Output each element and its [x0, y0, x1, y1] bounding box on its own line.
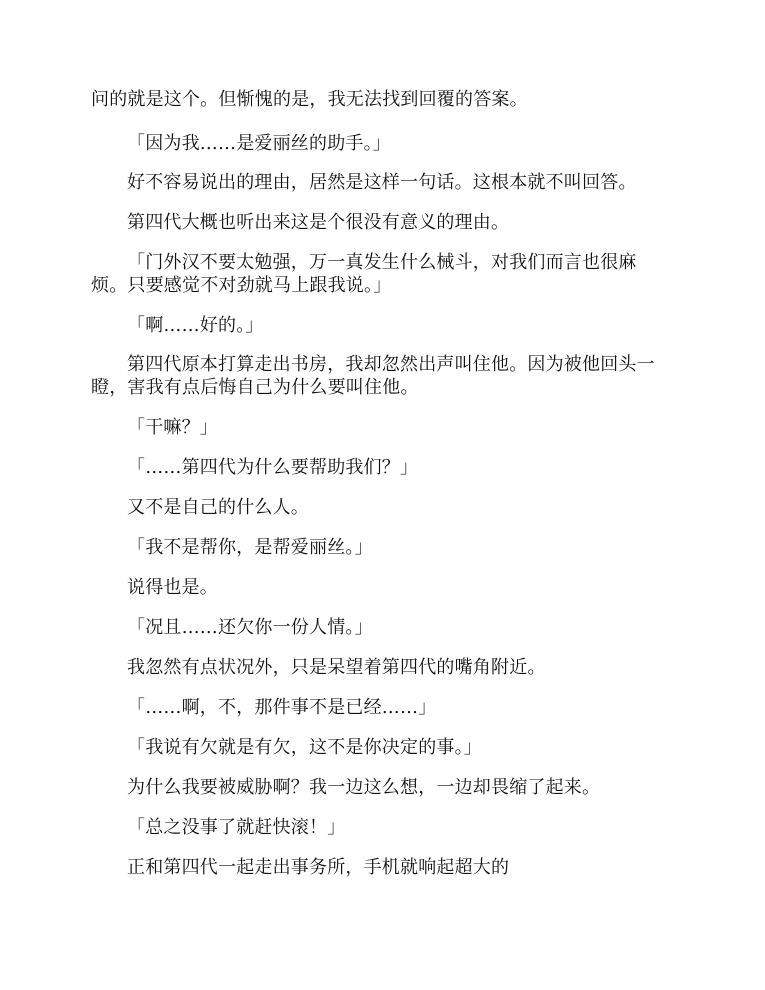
paragraph-16: 「我说有欠就是有欠，这不是你决定的事。」 — [127, 737, 482, 758]
paragraph-2: 「因为我……是爱丽丝的助手。」 — [127, 133, 391, 154]
paragraph-17: 为什么我要被威胁啊？我一边这么想，一边却畏缩了起来。 — [127, 777, 601, 798]
paragraph-11: 「我不是帮你，是帮爱丽丝。」 — [127, 537, 373, 558]
paragraph-19: 正和第四代一起走出事务所，手机就响起超大的 — [127, 857, 510, 878]
paragraph-15: 「……啊，不，那件事不是已经……」 — [127, 697, 437, 718]
paragraph-3: 好不容易说出的理由，居然是这样一句话。这根本就不叫回答。 — [127, 172, 637, 193]
paragraph-1: 问的就是这个。但惭愧的是，我无法找到回覆的答案。 — [91, 89, 528, 110]
paragraph-13: 「况且……还欠你一份人情。」 — [127, 617, 373, 638]
paragraph-18: 「总之没事了就赶快滚！」 — [127, 817, 346, 838]
paragraph-10: 又不是自己的什么人。 — [127, 497, 309, 518]
paragraph-8: 「干嘛？」 — [127, 417, 218, 438]
paragraph-9: 「……第四代为什么要帮助我们？」 — [127, 457, 419, 478]
paragraph-5: 「门外汉不要太勉强，万一真发生什么械斗，对我们而言也很麻烦。只要感觉不对劲就马上跟我说。」 — [91, 252, 637, 296]
paragraph-12: 说得也是。 — [127, 577, 218, 598]
paragraph-7: 第四代原本打算走出书房，我却忽然出声叫住他。因为被他回头一瞪，害我有点后悔自己为什么要叫住他。 — [91, 354, 655, 398]
paragraph-6: 「啊……好的。」 — [127, 315, 264, 336]
paragraph-4: 第四代大概也听出来这是个很没有意义的理由。 — [127, 212, 510, 233]
paragraph-14: 我忽然有点状况外，只是呆望着第四代的嘴角附近。 — [127, 657, 546, 678]
